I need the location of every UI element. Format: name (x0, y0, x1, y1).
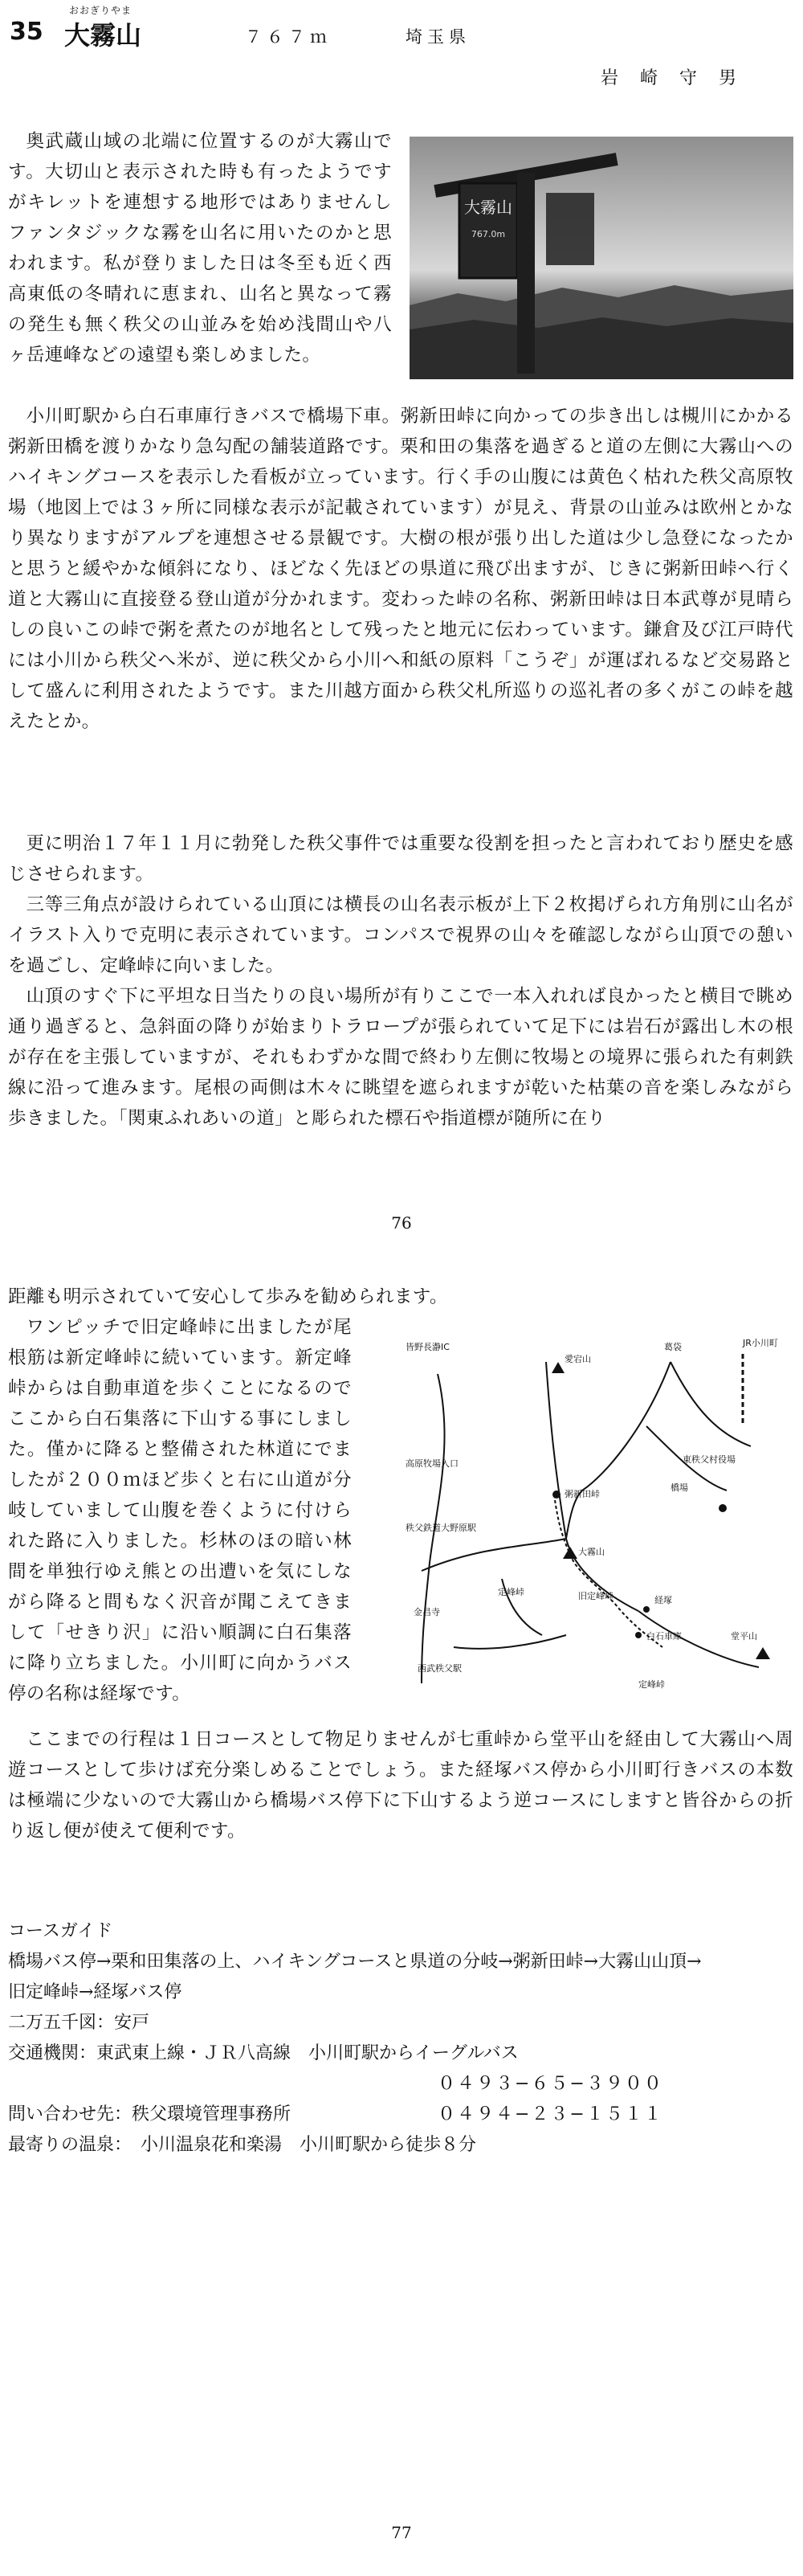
map-label: 愛宕山 (565, 1354, 591, 1364)
guide-contact: 問い合わせ先：秩父環境管理事務所 (8, 2104, 291, 2124)
map-label: 金昌寺 (414, 1607, 440, 1617)
sign-text: 大霧山 (464, 198, 512, 217)
guide-route-1: 橋場バス停→栗和田集落の上、ハイキングコースと県道の分岐→粥新田峠→大霧山山頂→ (8, 1952, 702, 1972)
map-label: 高原牧場入口 (406, 1458, 459, 1469)
guide-map-sheet: 二万五千図：安戸 (8, 2013, 150, 2033)
map-label: 皆野長瀞IC (406, 1342, 450, 1352)
guide-transport-phone: ０４９３−６５−３９００ (438, 2074, 663, 2094)
mountain-number: 35 (10, 18, 43, 46)
map-label: 大霧山 (578, 1547, 605, 1557)
map-label: 旧定峰峠 (578, 1591, 613, 1601)
map-label: 秩父鉄道大野原駅 (406, 1523, 476, 1533)
page-number-76: 76 (391, 1213, 412, 1233)
page-number-77: 77 (391, 2523, 412, 2542)
paragraph-1: 奥武蔵山域の北端に位置するのが大霧山です。大切山と表示された時も有ったようですがキレットを連想する地形ではありませんしファンタジックな霧を山名に用いたのかと思われます。私が登りました日は冬至も近く西高東低の冬晴れに恵まれ、山名と異なって霧の発生も無く秩父の山並みを始め浅間山や八ヶ岳連峰などの遠望も楽しめました。 (8, 131, 392, 366)
map-label: 橋場 (671, 1482, 688, 1493)
paragraph-6: 距離も明示されていて安心して歩みを勧められます。 (8, 1286, 448, 1307)
prefecture: 埼玉県 (406, 27, 471, 47)
paragraph-7: ワンピッチで旧定峰峠に出ましたが尾根筋は新定峰峠に続いています。新定峰峠からは自動車道を歩くことになるのでここから白石集落に下山する事にしました。僅かに降ると整備された林道にでましたが２００ｍほど歩くと右に山道が分岐していまして山腹を巻くように付けられた路に入りました。杉林のほの暗い林間を単独行ゆえ熊との出遭いを気にしながら降ると間もなく沢音が聞こえてきまして「せきり沢」に沿い順調に白石集落に降り立ちました。小川町に向かうバス停の名称は経塚です。 (8, 1317, 352, 1704)
map-label: 粥新田峠 (565, 1489, 600, 1499)
map-label: 葛袋 (664, 1342, 682, 1352)
summit-photo (410, 137, 793, 379)
paragraph-2: 小川町駅から白石車庫行きバスで橋場下車。粥新田峠に向かっての歩き出しは槻川にかかる粥新田橋を渡りかなり急勾配の舗装道路です。栗和田の集落を過ぎると道の左側に大霧山へのハイキングコースを表示した看板が立っています。行く手の山腹には黄色く枯れた秩父高原牧場（地図上では３ヶ所に同様な表示が記載されています）が見え、背景の山並みは欧州とかなり異なりますがアルプを連想させる景観です。大樹の根が張り出した道は少し急登になったかと思うと緩やかな傾斜になり、ほどなく先ほどの県道に飛び出ますが、じきに粥新田峠へ行く道と大霧山に直接登る登山道が分かれます。変わった峠の名称、粥新田峠は日本武尊が見晴らしの良いこの峠で粥を煮たのが地名として残ったと地元に伝わっています。鎌倉及び江戸時代には小川から秩父へ米が、逆に秩父から小川へ和紙の原料「こうぞ」が運ばれるなど交易路として盛んに利用されたようです。また川越方面から秩父札所巡りの巡礼者の多くがこの峠を越えたとか。 (8, 406, 793, 732)
map-label: JR小川町 (743, 1338, 778, 1348)
paragraph-4: 三等三角点が設けられている山頂には横長の山名表示板が上下２枚掲げられ方角別に山名がイラスト入りで克明に表示されています。コンパスで視界の山々を確認しながら山頂での憩いを過ごし、定峰峠に向いました。 (8, 894, 793, 976)
guide-contact-phone: ０４９４−２３−１５１１ (438, 2104, 663, 2124)
title-furigana: おおぎりやま (69, 5, 132, 16)
sign-subtext: 767.0m (471, 229, 506, 239)
guide-route-2: 旧定峰峠→経塚バス停 (8, 1982, 182, 2002)
route-map (406, 1330, 783, 1695)
map-label: 定峰峠 (498, 1587, 524, 1597)
map-label: 白石車庫 (646, 1631, 682, 1642)
guide-onsen: 最寄りの温泉： 小川温泉花和楽湯 小川町駅から徒歩８分 (8, 2135, 477, 2155)
map-label: 東秩父村役場 (683, 1454, 736, 1465)
guide-heading: コースガイド (8, 1921, 113, 1941)
map-label: 定峰峠 (638, 1679, 665, 1690)
guide-transport: 交通機関：東武東上線・ＪＲ八高線 小川町駅からイーグルバス (8, 2043, 519, 2063)
elevation: ７６７ｍ (245, 27, 332, 47)
map-label: 堂平山 (731, 1631, 757, 1642)
map-label: 経塚 (654, 1595, 672, 1605)
page-title: 大霧山 (64, 20, 142, 51)
paragraph-8: ここまでの行程は１日コースとして物足りませんが七重峠から堂平山を経由して大霧山へ周遊コースとして歩けば充分楽しめることでしょう。また経塚バス停から小川町行きバスの本数は極端に少ないので大霧山から橋場バス停下に下山するよう逆コースにしますと皆谷からの折り返し便が使えて便利です。 (8, 1729, 793, 1842)
summit-sign-illustration (410, 137, 793, 379)
author-name: 岩 崎 守 男 (601, 68, 744, 88)
map-label: 西武秩父駅 (418, 1663, 462, 1674)
paragraph-3: 更に明治１７年１１月に勃発した秩父事件では重要な役割を担ったと言われており歴史を感じさせられます。 (8, 833, 793, 885)
paragraph-5: 山頂のすぐ下に平坦な日当たりの良い場所が有りここで一本入れれば良かったと横目で眺め通り過ぎると、急斜面の降りが始まりトラロープが張られていて足下には岩石が露出し木の根が存在を主張していますが、それもわずかな間で終わり左側に牧場との境界に張られた有刺鉄線に沿って進みます。尾根の両側は木々に眺望を遮られますが乾いた枯葉の音を楽しみながら歩きました。「関東ふれあいの道」と彫られた標石や指道標が随所に在り (8, 986, 793, 1129)
